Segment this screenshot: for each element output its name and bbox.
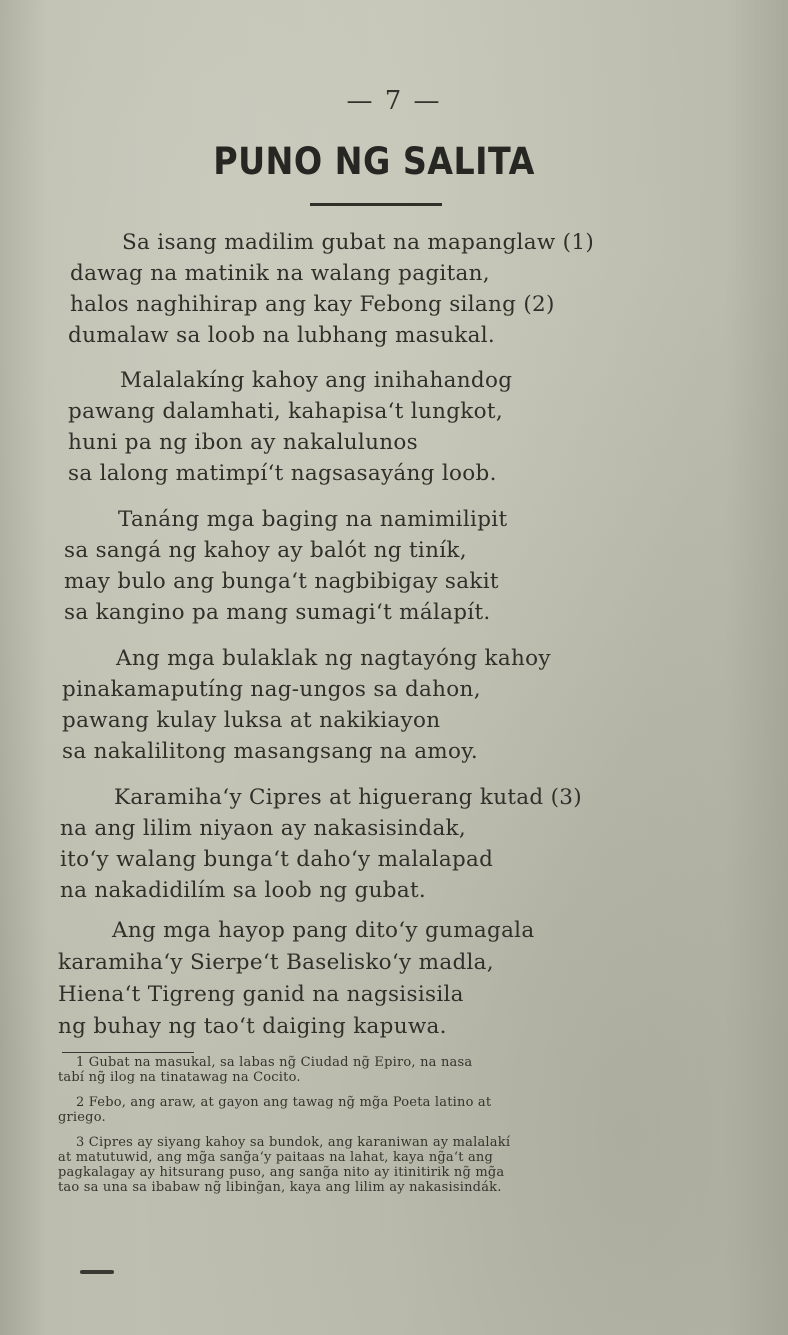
verse-line: karamiha‘y Sierpe‘t Baselisko‘y madla, xyxy=(58,950,494,975)
printer-mark xyxy=(80,1270,114,1274)
verse-line: sa lalong matimpí‘t nagsasayáng loob. xyxy=(68,461,497,486)
footnote-line: griego. xyxy=(58,1110,106,1125)
verse-line: Ang mga hayop pang dito‘y gumagala xyxy=(112,918,535,943)
verse-line: Hiena‘t Tigreng ganid na nagsisisila xyxy=(58,982,464,1007)
verse-line: huni pa ng ibon ay nakalulunos xyxy=(68,430,418,455)
verse-line: ng buhay ng tao‘t daiging kapuwa. xyxy=(58,1014,447,1039)
title-divider xyxy=(310,203,442,206)
verse-line: ito‘y walang bunga‘t daho‘y malalapad xyxy=(60,847,494,872)
verse-line: pinakamaputíng nag-ungos sa dahon, xyxy=(62,677,481,702)
verse-line: Karamiha‘y Cipres at higuerang kutad (3) xyxy=(114,785,582,810)
verse-line: halos naghihirap ang kay Febong silang (2) xyxy=(70,292,555,317)
page-number: — 7 — xyxy=(346,86,442,116)
verse-line: dawag na matinik na walang pagitan, xyxy=(70,261,490,286)
verse-line: dumalaw sa loob na lubhang masukal. xyxy=(68,323,496,348)
verse-line: na nakadidilím sa loob ng gubat. xyxy=(60,878,427,903)
verse-line: na ang lilim niyaon ay nakasisindak, xyxy=(60,816,467,841)
footnote-line: tabí ng̃ ilog na tinatawag na Cocito. xyxy=(58,1070,301,1085)
verse-line: sa kangino pa mang sumagi‘t málapít. xyxy=(64,600,491,625)
footnote-line: at matutuwid, ang mg̃a sang̃a‘y paitaas na lahat, kaya ng̃a‘t ang xyxy=(58,1150,494,1165)
verse-line: pawang kulay luksa at nakikiayon xyxy=(62,708,441,733)
verse-line: pawang dalamhati, kahapisa‘t lungkot, xyxy=(68,399,503,424)
verse-line: Sa isang madilim gubat na mapanglaw (1) xyxy=(122,230,595,255)
page-title: PUNO NG SALITA xyxy=(213,140,535,183)
footnote-line: 3 Cipres ay siyang kahoy sa bundok, ang karaniwan ay malalakí xyxy=(76,1135,511,1150)
footnote-line: 2 Febo, ang araw, at gayon ang tawag ng̃ mg̃a Poeta latino at xyxy=(76,1095,492,1110)
verse-line: Tanáng mga baging na namimilipit xyxy=(118,507,508,532)
verse-line: Ang mga bulaklak ng nagtayóng kahoy xyxy=(116,646,551,671)
footnote-line: pagkalagay ay hitsurang puso, ang sang̃a nito ay itinitirik ng̃ mg̃a xyxy=(58,1165,505,1180)
verse-line: may bulo ang bunga‘t nagbibigay sakit xyxy=(64,569,499,594)
footnote-line: 1 Gubat na masukal, sa labas ng̃ Ciudad ng̃ Epiro, na nasa xyxy=(76,1055,473,1070)
footnote-line: tao sa una sa ibabaw ng̃ libing̃an, kaya ang lilim ay nakasisindák. xyxy=(58,1180,502,1195)
verse-line: sa sangá ng kahoy ay balót ng tiník, xyxy=(64,538,467,563)
footnote-divider xyxy=(62,1052,194,1053)
verse-line: sa nakalilitong masangsang na amoy. xyxy=(62,739,478,764)
verse-line: Malalakíng kahoy ang inihahandog xyxy=(120,368,513,393)
